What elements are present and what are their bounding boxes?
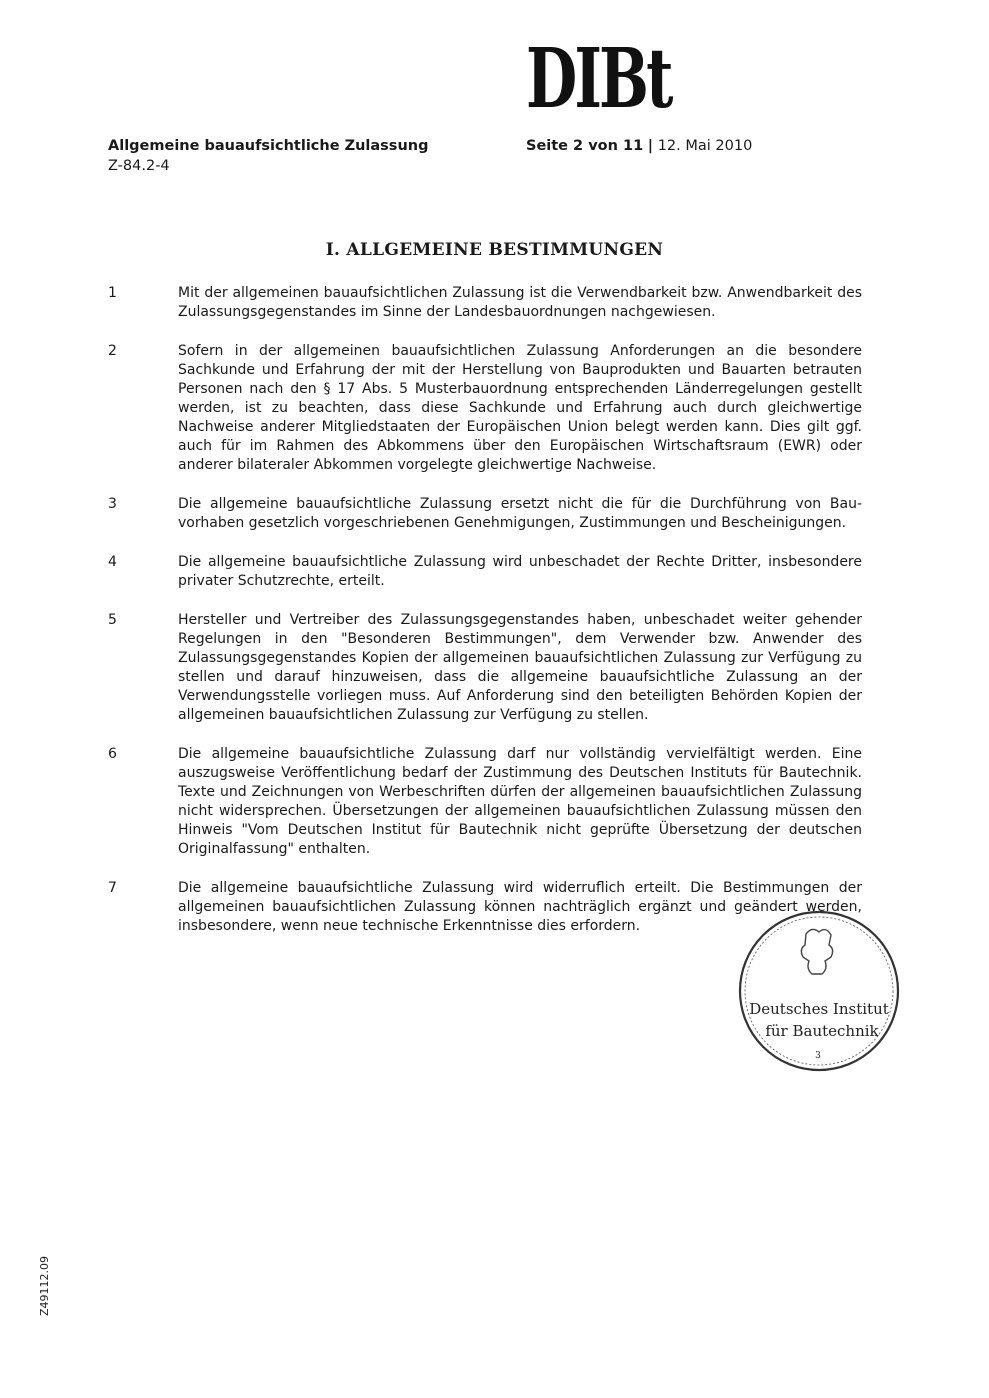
provision [108,611,868,725]
provision-number: 1 [108,285,117,301]
provision-text: Sofern in der allgemeinen bauaufsichtlichen Zulassung Anforderungen an die besondere Sachkunde und Erfahrung der mit der Herstellung von Bauprodukten und Bauarten betrauten Personen nach den § 17 Abs. 5 Musterbauordnung entsprechenden Länderregelungen gestellt werden, ist zu beachten, dass diese Sachkunde und Erfahrung auch durch gleichwertige Nachweise anderer Mitgliedstaaten der Europäischen Union belegt werden kann. Dies gilt ggf. auch für im Rahmen des Abkommens über den Europäischen Wirtschaftsraum (EWR) oder anderer bilateraler Abkommen vorgelegte gleichwertige Nachweise. [178,343,862,473]
dibt-logo: DIBt [526,31,671,127]
provision-number: 6 [108,746,117,762]
provision [108,284,868,322]
provision-text: Die allgemeine bauaufsichtliche Zulassung wird unbeschadet der Rechte Dritter, insbesondere privater Schutzrechte, erteilt. [178,554,862,589]
document-number: Z-84.2-4 [108,158,170,174]
side-reference-code: Z49112.09 [38,1255,51,1316]
section-title: I. ALLGEMEINE BESTIMMUNGEN [325,240,664,260]
seal-outer-ring [740,912,898,1070]
bear-emblem-icon [801,929,832,974]
page-number: Seite 2 von 11 [526,138,644,154]
official-seal-stamp [736,908,902,1074]
seal-text-line1: Deutsches Institut [749,1000,889,1018]
provision [108,745,868,859]
provision-text: Die allgemeine bauaufsichtliche Zulassung ersetzt nicht die für die Durchführung von Bauvorhaben gesetzlich vorgeschriebenen Genehmigungen, Zustimmungen und Bescheinigungen. [178,496,862,531]
provision [108,495,868,533]
provision-number: 5 [108,612,117,628]
seal-text-line2: für Bautechnik [765,1022,879,1040]
provision-text: Die allgemeine bauaufsichtliche Zulassung wird widerruflich erteilt. Die Bestimmungen der allgemeinen bauaufsichtlichen Zulassung können nachträglich ergänzt und geändert werden, insbesondere, wenn neue technische Erkenntnisse dies erfordern. [178,880,862,934]
header-separator: | [647,138,654,154]
provision-number: 4 [108,554,117,570]
provision-text: Hersteller und Vertreiber des Zulassungsgegenstandes haben, unbeschadet weiter gehender Regelungen in den "Besonderen Bestimmungen", dem Verwender bzw. Anwender des Zulassungsgegenstandes Kopien der allgemeinen bauaufsichtlichen Zulassung zur Verfügung zu stellen und darauf hinzuweisen, dass die allgemeine bauaufsichtliche Zulassung an der Verwendungsstelle vorliegen muss. Auf Anforderung sind den beteiligten Behörden Kopien der allgemeinen bauaufsichtlichen Zulassung zur Verfügung zu stellen. [178,612,862,723]
provisions-list [108,284,868,956]
provision [108,342,868,475]
provision-number: 7 [108,880,117,896]
seal-number: 3 [815,1051,821,1061]
provision-number: 3 [108,496,117,512]
document-date: 12. Mai 2010 [657,138,753,154]
provision-number: 2 [108,343,117,359]
page-info [526,136,752,156]
provision-text: Mit der allgemeinen bauaufsichtlichen Zulassung ist die Verwendbarkeit bzw. Anwendbarkeit des Zulassungsgegenstandes im Sinne der Landesbauordnungen nachgewiesen. [178,285,862,320]
document-header [108,136,428,176]
document-type: Allgemeine bauaufsichtliche Zulassung [108,138,429,154]
seal-inner-ring [745,917,893,1065]
provision [108,553,868,591]
provision-text: Die allgemeine bauaufsichtliche Zulassung darf nur vollständig vervielfältigt werden. Eine auszugsweise Veröffentlichung bedarf der Zustimmung des Deutschen Instituts für Bautechnik. Texte und Zeichnungen von Werbeschriften dürfen der allgemeinen bauaufsichtlichen Zulassung nicht widersprechen. Übersetzungen der allgemeinen bauaufsichtlichen Zulassung müssen den Hinweis "Vom Deutschen Institut für Bautechnik nicht geprüfte Übersetzung der deutschen Originalfassung" enthalten. [178,746,862,857]
